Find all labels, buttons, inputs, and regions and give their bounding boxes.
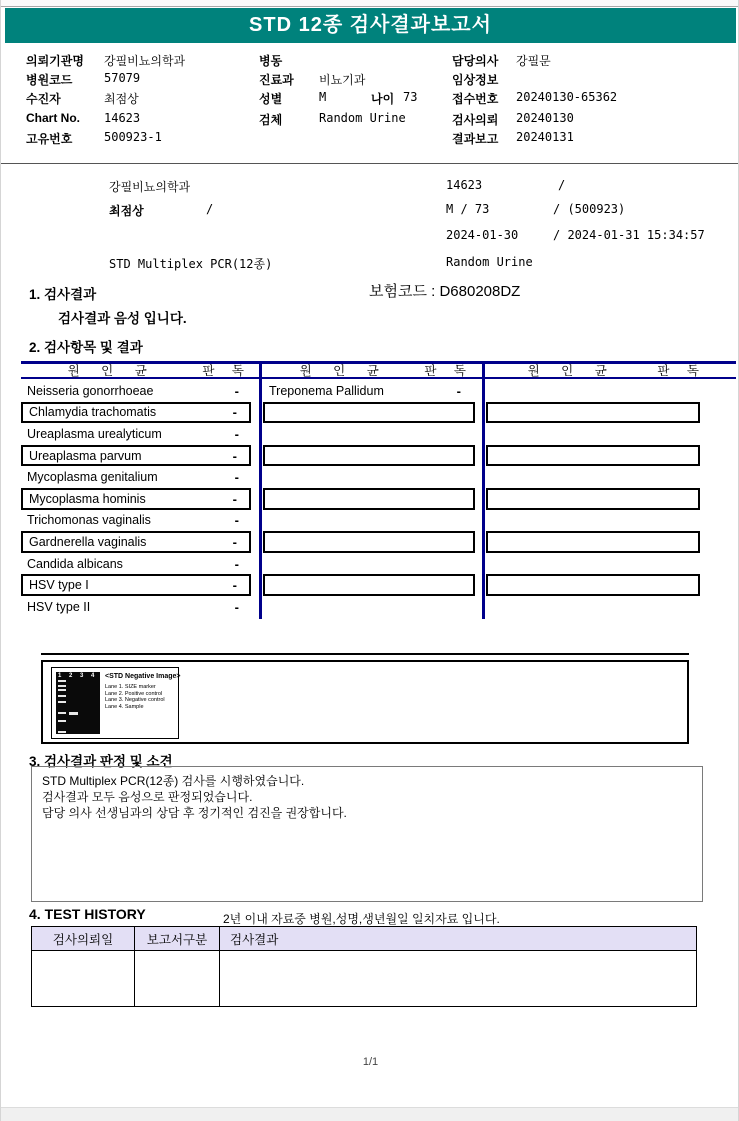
page-number: 1/1: [362, 1056, 379, 1068]
pathogen-result: -: [232, 491, 237, 507]
field-value-middle-1: 비뇨기과: [319, 73, 366, 87]
summary-sex-age: M / 73: [446, 202, 490, 216]
col-header-reading: 판 독: [202, 364, 251, 378]
summary-chart-slash: /: [558, 178, 566, 192]
pathogen-result: -: [232, 448, 237, 464]
header-divider: [1, 163, 739, 164]
pathogen-row: [263, 488, 475, 510]
gel-legend-title: <STD Negative Image>: [105, 673, 181, 680]
col-header-pathogen: 원 인 균: [67, 364, 156, 378]
insurance-code: 보험코드 : D680208DZ: [369, 283, 521, 300]
pathogen-name: Mycoplasma genitalium: [27, 470, 158, 485]
comment-line: STD Multiplex PCR(12종) 검사를 시행하였습니다.: [42, 774, 305, 788]
summary-request-date: 2024-01-30: [446, 228, 519, 242]
field-label-middle-0: 병동: [259, 54, 283, 68]
field-label-left-4: 고유번호: [26, 132, 73, 146]
pathogen-row: [263, 574, 475, 596]
gel-image-box: [51, 667, 179, 739]
field-value-right-4: 20240131: [516, 130, 574, 144]
field-label-age: 나이: [371, 92, 395, 106]
pathogen-name: Ureaplasma parvum: [29, 448, 142, 463]
history-table: [31, 926, 697, 1007]
gel-lane-label: Lane 3. Negative control: [105, 697, 165, 703]
pathogen-row: [263, 423, 479, 445]
pathogen-row: [21, 445, 251, 467]
summary-name-slash: /: [206, 202, 214, 216]
pathogen-col-header-0: [21, 363, 257, 377]
col-header-pathogen: 원 인 균: [527, 364, 616, 378]
field-value-left-0: 강필비뇨의학과: [104, 54, 186, 68]
pathogen-name: HSV type I: [29, 578, 89, 593]
pathogen-row: [263, 402, 475, 424]
pathogen-row: [263, 445, 475, 467]
pathogen-row: [486, 574, 700, 596]
field-value-left-3: 14623: [104, 111, 141, 125]
field-label-right-0: 담당의사: [452, 54, 499, 68]
gel-lane-number: 3: [80, 673, 84, 679]
gel-marker-band: [58, 712, 66, 714]
pathogen-name: Trichomonas vaginalis: [27, 513, 151, 528]
gel-sample-band: [69, 712, 78, 715]
page-top-edge: [1, 0, 739, 7]
summary-birth-code: / (500923): [553, 202, 626, 216]
gel-lane-number: 1: [58, 673, 62, 679]
field-label-left-1: 병원코드: [26, 73, 73, 87]
pathogen-result: -: [234, 426, 239, 442]
pathogen-result: -: [232, 534, 237, 550]
comment-line: 담당 의사 선생님과의 상담 후 정기적인 검진을 권장합니다.: [42, 806, 347, 820]
gel-marker-band: [58, 695, 66, 697]
pathogen-result: -: [234, 469, 239, 485]
pathogen-name: Candida albicans: [27, 556, 123, 571]
field-label-right-2: 접수번호: [452, 92, 499, 106]
pathogen-result: -: [232, 404, 237, 420]
pathogen-column-2: [486, 380, 736, 618]
pathogen-column-1: [263, 380, 479, 618]
field-label-middle-1: 진료과: [259, 73, 294, 87]
field-value-left-4: 500923-1: [104, 130, 162, 144]
field-value-middle-2: M: [319, 90, 327, 104]
pathogen-row: [486, 466, 736, 488]
gel-marker-band: [58, 689, 66, 691]
pathogen-row: [486, 531, 700, 553]
summary-clinic: 강필비뇨의학과: [109, 180, 191, 194]
pathogen-row: [486, 445, 700, 467]
history-header-0: 검사의뢰일: [32, 927, 135, 951]
pathogen-row: [486, 380, 736, 402]
col-header-reading: 판 독: [657, 364, 706, 378]
field-label-middle-2: 성별: [259, 92, 283, 106]
field-label-left-0: 의뢰기관명: [26, 54, 84, 68]
pathogen-col-header-2: [486, 363, 736, 377]
pathogen-row: [21, 488, 251, 510]
field-value-age: 73: [403, 90, 418, 104]
pathogen-row: [21, 596, 257, 618]
comment-line: 검사결과 모두 음성으로 판정되었습니다.: [42, 790, 253, 804]
gel-lane-label: Lane 2. Positive control: [105, 690, 163, 697]
pathogen-row: [21, 531, 251, 553]
gel-marker-band: [58, 731, 66, 733]
gel-lane-label: Lane 1. SIZE marker: [105, 684, 156, 690]
field-value-middle-3: Random Urine: [319, 111, 406, 125]
pathogen-name: Mycoplasma hominis: [29, 491, 146, 506]
col-header-reading: 판 독: [424, 364, 473, 378]
history-cell-date: [32, 951, 135, 1007]
pathogen-row: [486, 402, 700, 424]
gel-marker-band: [58, 701, 66, 703]
gel-lane-number: 4: [91, 673, 95, 679]
gel-electrophoresis-image: [56, 672, 100, 734]
field-label-right-4: 결과보고: [452, 132, 499, 146]
summary-report-datetime: / 2024-01-31 15:34:57: [553, 228, 705, 242]
section1-heading: 1. 검사결과: [29, 287, 97, 302]
pathogen-row: [263, 531, 475, 553]
gel-lane-label: Lane 4. Sample: [105, 703, 144, 710]
field-value-right-2: 20240130-65362: [516, 90, 618, 104]
pathogen-row: [263, 510, 479, 532]
pathogen-name: Treponema Pallidum: [269, 383, 384, 398]
gel-marker-band: [58, 720, 66, 722]
pathogen-row: [486, 488, 700, 510]
report-title-bar: [5, 8, 736, 43]
history-header-row: [32, 927, 697, 951]
gel-top-line: [41, 653, 689, 655]
gel-legend: [105, 673, 181, 710]
field-label-left-3: Chart No.: [26, 111, 80, 125]
pathogen-col-header-1: [263, 363, 479, 377]
page-bottom-edge: [1, 1107, 739, 1121]
pathogen-name: Chlamydia trachomatis: [29, 405, 157, 420]
pathogen-result: -: [456, 383, 461, 399]
report-title: STD 12종 검사결과보고서: [249, 14, 492, 36]
history-header-2: 검사결과: [220, 927, 697, 951]
pathogen-result: -: [234, 599, 239, 615]
gel-lane-number: 2: [69, 673, 73, 679]
section3-heading: 3. 검사결과 판정 및 소견: [29, 754, 173, 769]
history-cell-type: [135, 951, 220, 1007]
table-column-separator-2: [482, 361, 485, 619]
overall-result-text: 검사결과 음성 입니다.: [58, 311, 187, 326]
pathogen-name: Gardnerella vaginalis: [29, 534, 147, 549]
pathogen-column-0: [21, 380, 257, 618]
comment-box: [31, 766, 703, 902]
pathogen-row: [486, 423, 736, 445]
pathogen-row: [21, 574, 251, 596]
pathogen-row: [263, 596, 479, 618]
pathogen-row: [21, 423, 257, 445]
summary-specimen: Random Urine: [446, 255, 533, 269]
summary-chart-no: 14623: [446, 178, 483, 192]
field-label-left-2: 수진자: [26, 92, 61, 106]
pathogen-row: [486, 596, 736, 618]
summary-test-name: STD Multiplex PCR(12종): [109, 257, 273, 271]
pathogen-row: [21, 466, 257, 488]
pathogen-row: [21, 380, 257, 402]
pathogen-row: [263, 380, 479, 402]
pathogen-row: [263, 466, 479, 488]
gel-marker-band: [58, 680, 66, 682]
pathogen-result: -: [234, 556, 239, 572]
field-value-left-2: 최점상: [104, 92, 139, 106]
table-column-separator-1: [259, 361, 262, 619]
gel-marker-band: [58, 685, 66, 687]
history-header-1: 보고서구분: [135, 927, 220, 951]
pathogen-result: -: [234, 383, 239, 399]
summary-patient-name: 최점상: [109, 204, 144, 218]
field-value-right-3: 20240130: [516, 111, 574, 125]
pathogen-name: HSV type II: [27, 599, 91, 614]
pathogen-result: -: [234, 512, 239, 528]
pathogen-row: [263, 553, 479, 575]
section2-heading: 2. 검사항목 및 결과: [29, 340, 143, 355]
field-label-right-3: 검사의뢰: [452, 113, 499, 127]
field-value-left-1: 57079: [104, 71, 141, 85]
section4-heading: 4. TEST HISTORY: [29, 906, 146, 922]
col-header-pathogen: 원 인 균: [299, 364, 388, 378]
pathogen-result: -: [232, 577, 237, 593]
history-cell-result: [220, 951, 697, 1007]
pathogen-name: Neisseria gonorrhoeae: [27, 383, 154, 398]
pathogen-row: [486, 510, 736, 532]
history-empty-row: [32, 951, 697, 1007]
pathogen-row: [486, 553, 736, 575]
history-note: 2년 이내 자료중 병원,성명,생년월일 일치자료 입니다.: [223, 912, 500, 926]
pathogen-row: [21, 402, 251, 424]
field-label-middle-3: 검체: [259, 113, 283, 127]
gel-container: [41, 660, 689, 744]
field-value-right-0: 강필문: [516, 54, 551, 68]
field-label-right-1: 임상정보: [452, 73, 499, 87]
pathogen-name: Ureaplasma urealyticum: [27, 426, 162, 441]
pathogen-row: [21, 510, 257, 532]
pathogen-row: [21, 553, 257, 575]
